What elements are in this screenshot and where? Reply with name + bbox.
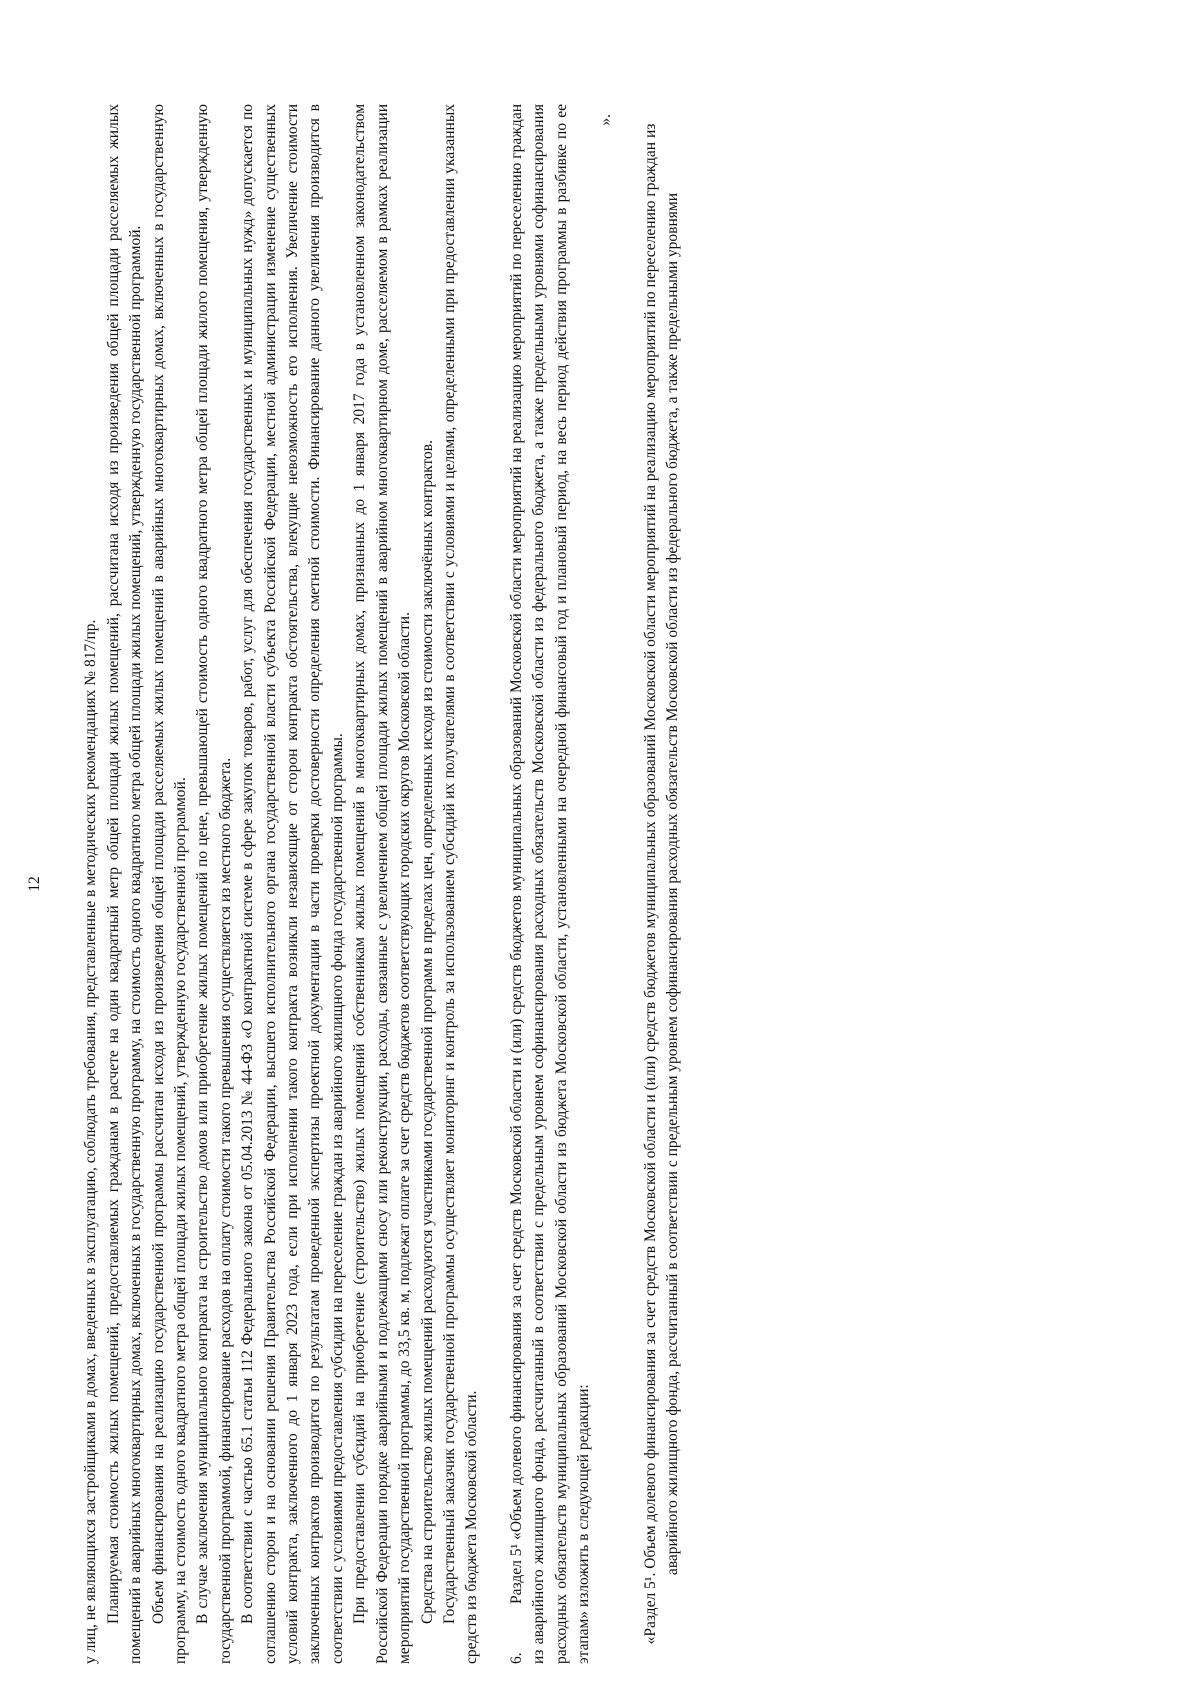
paragraph-state-customer: Государственный заказчик государственной программы осуществляет мониторинг и контроль за использованием субсидий их получателями в соответствии с условиями и целями, определенными при предоставлении указанных средств из бюджета Московской области.	[440, 104, 481, 1664]
paragraph-federal-law: В соответствии с частью 65.1 статьи 112 Федерального закона от 05.04.2013 № 44-ФЗ «О контрактной системе в сфере закупок товаров, работ, услуг для обеспечения государственных и муниципальных нужд» допускается по соглашению сторон и на основании решения Правительства Российской Федерации, высшего исполнительного органа государственной власти субъекта Российской Федерации, местной администрации изменение существенных условий контракта, заключенного до 1 января 2023 года, если при исполнении такого контракта возникли независящие от сторон контракта обстоятельства, влекущие невозможность его исполнения. Увеличение стоимости заключенных контрактов производится по результатам проведенной экспертизы проектной документации в части проверки достоверности определения сметной стоимости. Финансирование данного увеличения производится в соответствии с условиями предоставления субсидии на переселение граждан из аварийного жилищного фонда государственной программы.	[239, 104, 346, 1664]
paragraph-continuation: у лиц, не являющихся застройщиками в домах, введенных в эксплуатацию, соблюдать требования, представленные в методических рекомендациях № 817/пр.	[82, 619, 100, 1664]
section-6-paragraph	[506, 104, 596, 1664]
page-number: 12	[26, 876, 43, 892]
quote-end: ».	[597, 114, 615, 126]
section-6-text: Раздел 5¹ «Объем долевого финансирования за счет средств Московской области и (или) средств бюджетов муниципальных образований Московской области мероприятий на реализацию мероприятий по переселению граждан из аварийного жилищного фонда, рассчитанный в соответствии с предельным уровнем софинансирования расходных обязательств Московской области из федерального бюджета, а также предельными уровнями софинансирования расходных обязательств муниципальных образований Московской области из бюджета Московской области, установленными на очередной финансовый год и плановый период, на весь период действия программы в разбивке по ее этапам» изложить в следующей редакции:	[507, 104, 592, 1664]
paragraph-construction-funds: Средства на строительство жилых помещений расходуются участниками государственной программ в пределах цен, определенных исходя из стоимости заключённых контрактов.	[418, 440, 436, 1624]
rotated-content	[24, 104, 1104, 1664]
paragraph-subsidies: При предоставлении субсидий на приобретение (строительство) жилых помещений собственникам жилых помещений в многоквартирных домах, признанных до 1 января 2017 года в установленном законодательством Российской Федерации порядке аварийными и подлежащими сносу или реконструкции, расходы, связанные с увеличением общей площади жилых помещений в аварийном многоквартирном доме, расселяемом в рамках реализации мероприятий государственной программы, до 33,5 кв. м, подлежат оплате за счет средств бюджетов соответствующих городских округов Московской области.	[351, 104, 414, 1664]
paragraph-funding-volume: Объем финансирования на реализацию государственной программы рассчитан исходя из произведения общей площади расселяемых жилых помещений в аварийных многоквартирных домах, включенных в государственную программу, на стоимость одного квадратного метра общей площади жилых помещений, утвержденную государственной программой.	[149, 104, 190, 1664]
section-number: 6.	[507, 1652, 525, 1664]
paragraph-planned-cost: Планируемая стоимость жилых помещений, предоставляемых гражданам в расчете на один квадратный метр общей площади жилых помещений, рассчитана исходя из произведения общей площади расселяемых жилых помещений в аварийных многоквартирных домах, включенных в государственную программу, на стоимость одного квадратного метра общей площади жилых помещений, утвержденную государственной программой.	[104, 104, 145, 1664]
new-section-heading: «Раздел 5¹. Объем долевого финансирования за счет средств Московской области и (или) средств бюджетов муниципальных образований Московской области мероприятий на реализацию мероприятий по переселению граждан из аварийного жилищного фонда, рассчитанный в соответствии с предельным уровнем софинансирования расходных обязательств Московской области из федерального бюджета, а также предельными уровнями	[641, 123, 682, 1645]
paragraph-contract-excess: В случае заключения муниципального контракта на строительство домов или приобретение жилых помещений по цене, превышающей стоимость одного квадратного метра общей площади жилого помещения, утвержденную государственной программой, финансирование расходов на оплату стоимости такого превышения осуществляется из местного бюджета.	[194, 104, 234, 1664]
